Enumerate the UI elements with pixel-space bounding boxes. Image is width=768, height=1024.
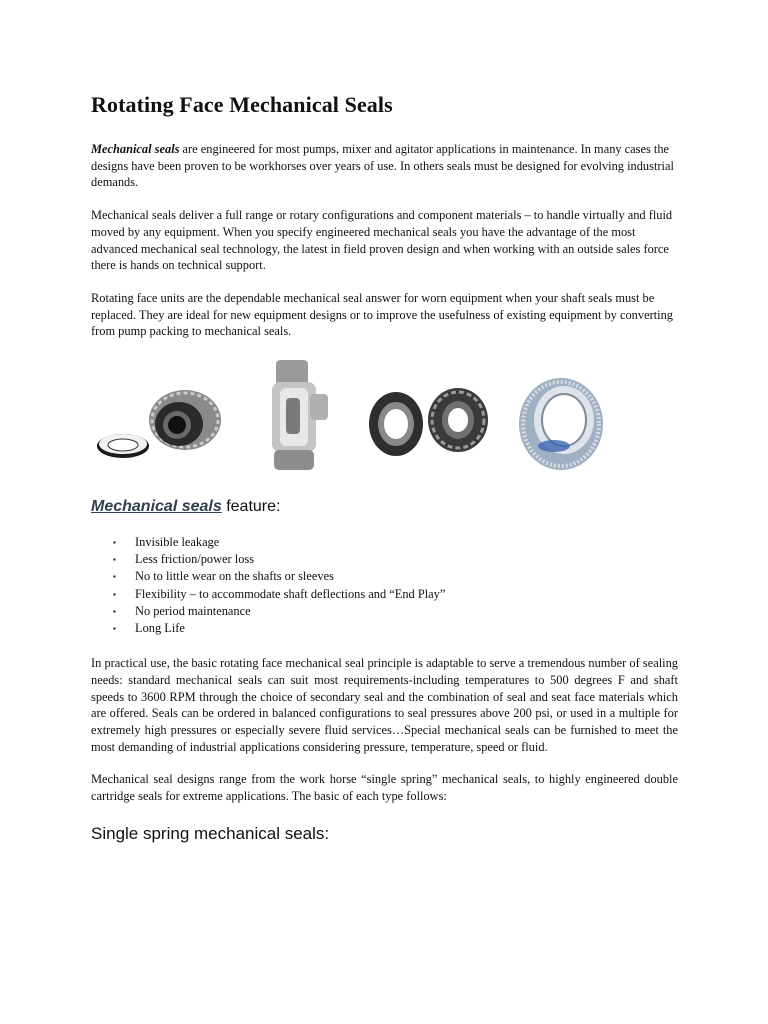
- features-heading-link[interactable]: Mechanical seals: [91, 498, 222, 516]
- document-body: [91, 92, 678, 844]
- paragraph-practical-use: In practical use, the basic rotating face mechanical seal principle is adaptable to serve a tremendous number of sealing needs: standard mechanical seals can suit most requirements-including temperatures to 500 degrees F and shaft speeds to 3600 RPM through the choice of secondary seal and the combination of seal and seat face materials which are offered. Seals can be ordered in balanced configurations to seal pressures above 200 psi, or used in a multiple for extremely high pressures or especially severe fluid services…Special mechanical seals can be furnished to meet the most demanding of industrial applications considering pressure, temperature, speed or fluid.: [91, 656, 678, 754]
- list-item: ▪ Less friction/power loss: [135, 551, 678, 568]
- list-item: ▪ No period maintenance: [135, 603, 678, 620]
- section-heading-single-spring: Single spring mechanical seals:: [91, 823, 330, 843]
- bullet-icon: ▪: [113, 589, 116, 599]
- bullet-icon: ▪: [113, 572, 116, 582]
- list-item: ▪ Flexibility – to accommodate shaft deflections and “End Play”: [135, 586, 678, 603]
- rubber-bellows-seal-photo: [366, 374, 496, 469]
- page-title: Rotating Face Mechanical Seals: [91, 92, 393, 117]
- single-spring-seal-photo: [95, 368, 235, 468]
- paragraph-seal-designs: Mechanical seal designs range from the work horse “single spring” mechanical seals, to highly engineered double cartridge seals for extreme applications. The basic of each type follows:: [91, 772, 678, 804]
- list-item: ▪ No to little wear on the shafts or sleeves: [135, 568, 678, 585]
- paragraph-rotating-face: Rotating face units are the dependable mechanical seal answer for worn equipment when your shaft seals must be replaced. They are ideal for new equipment designs or to improve the usefulness of existing equipment by converting from pump packing to mechanical seals.: [91, 290, 673, 339]
- intro-rest: are engineered for most pumps, mixer and agitator applications in maintenance. In many cases the designs have been proven to be workhorses over years of use. In others seals must be designed for evolving industrial demands.: [91, 142, 674, 190]
- features-heading-rest: feature:: [221, 498, 281, 516]
- intro-lead: Mechanical seals: [91, 142, 180, 156]
- features-list: [91, 534, 678, 637]
- list-item: ▪ Long Life: [135, 620, 678, 637]
- intro-paragraph: [91, 141, 678, 191]
- bullet-icon: ▪: [113, 555, 116, 565]
- list-item: ▪ Invisible leakage: [135, 534, 678, 551]
- cartridge-seal-photo: [266, 354, 336, 484]
- metal-bellows-seal-photo: [516, 374, 606, 474]
- seal-photo-strip: [91, 354, 678, 484]
- features-heading: [91, 498, 678, 516]
- bullet-icon: ▪: [113, 624, 116, 634]
- bullet-icon: ▪: [113, 538, 116, 548]
- bullet-icon: ▪: [113, 606, 116, 616]
- paragraph-capabilities: Mechanical seals deliver a full range or rotary configurations and component materials – to handle virtually and fluid moved by any equipment. When you specify engineered mechanical seals you have the advantage of the most advanced mechanical seal technology, the latest in field proven design and when working with an outside sales force there is hands on technical support.: [91, 208, 673, 273]
